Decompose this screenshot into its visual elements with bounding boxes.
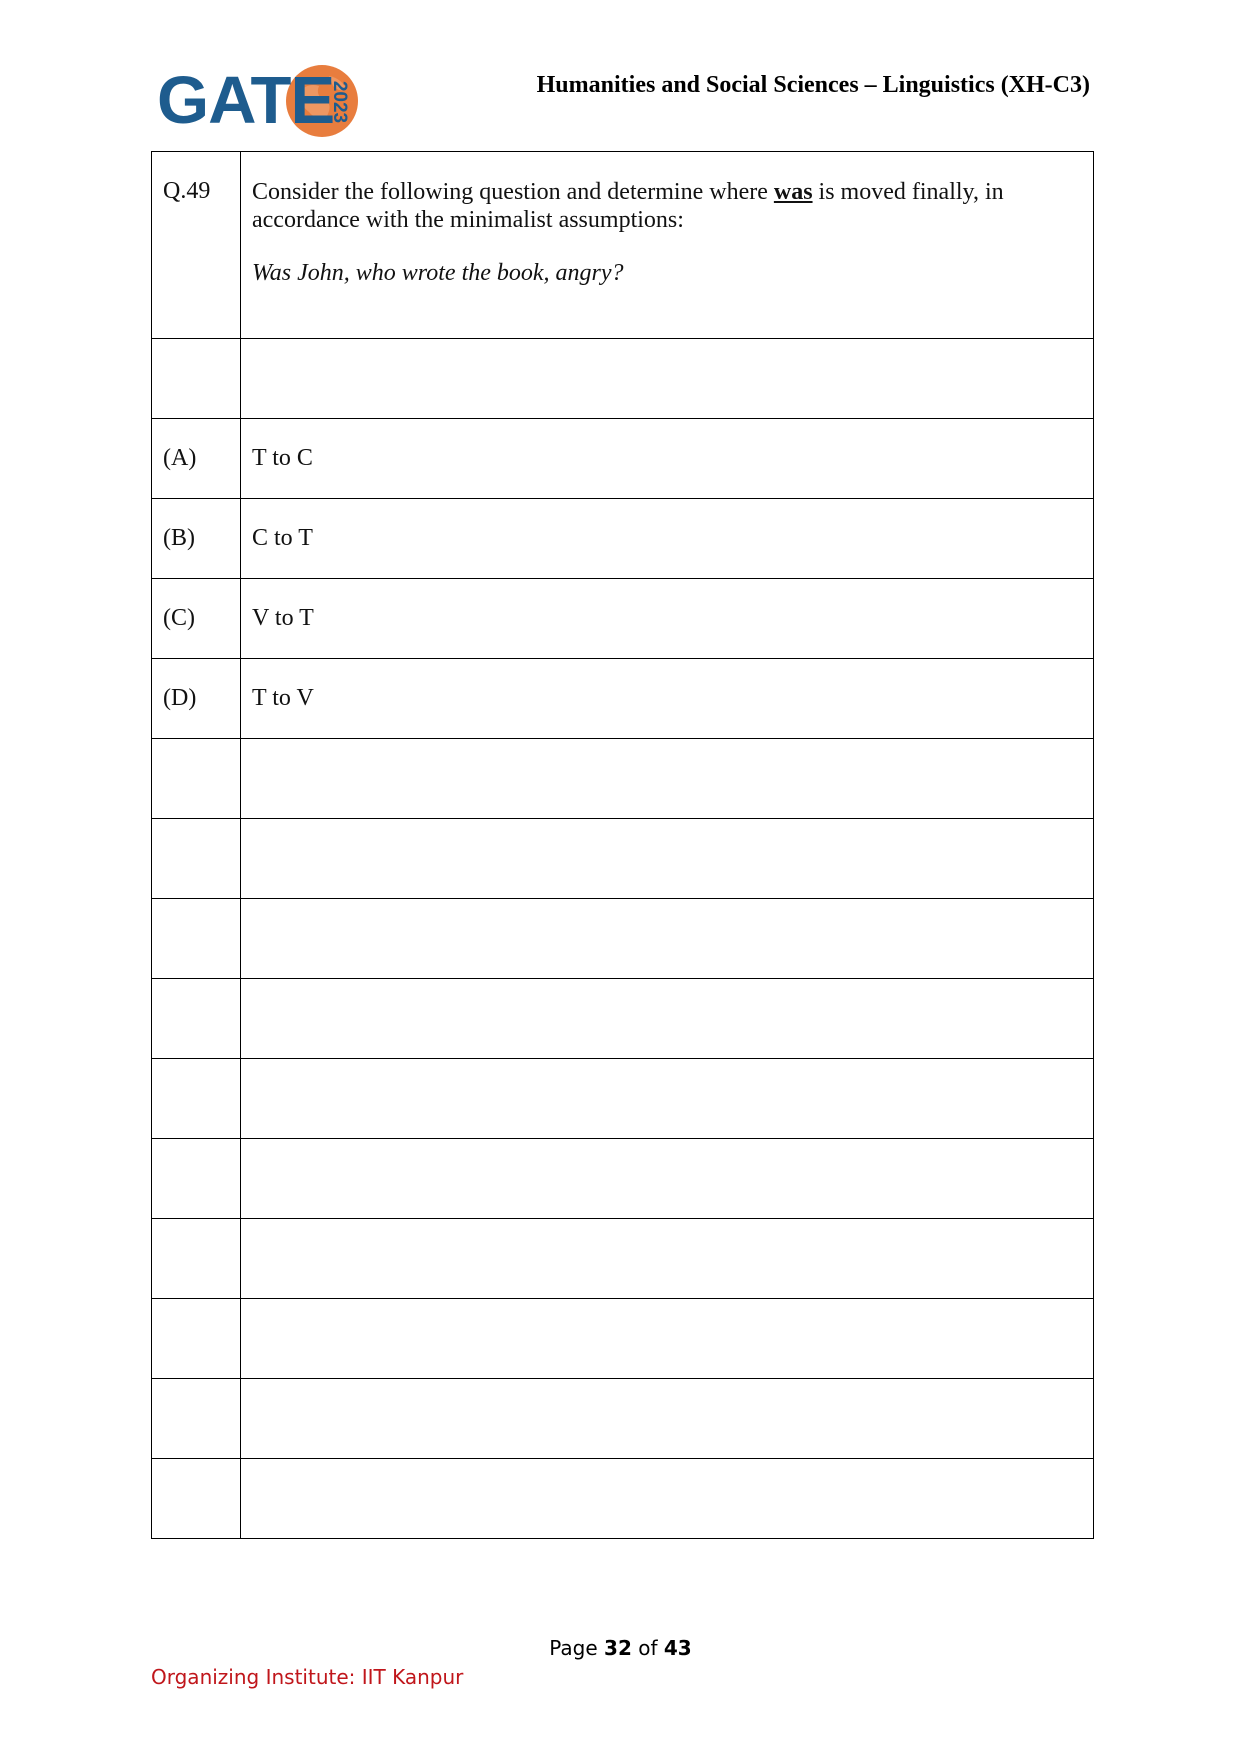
question-number: Q.49 xyxy=(152,152,241,339)
table-row xyxy=(152,1379,1094,1459)
empty-cell xyxy=(152,1059,241,1139)
table-row xyxy=(152,1059,1094,1139)
table-row xyxy=(152,339,1094,419)
table-row xyxy=(152,979,1094,1059)
option-row-b xyxy=(152,499,1094,579)
option-text: C to T xyxy=(241,499,1094,579)
question-row xyxy=(152,152,1094,339)
exam-title: Humanities and Social Sciences – Linguistics (XH-C3) xyxy=(536,72,1090,98)
empty-cell xyxy=(152,1379,241,1459)
empty-cell xyxy=(241,1219,1094,1299)
gate-logo xyxy=(157,62,357,140)
option-text: T to V xyxy=(241,659,1094,739)
option-label: (B) xyxy=(152,499,241,579)
empty-cell xyxy=(241,899,1094,979)
option-label: (A) xyxy=(152,419,241,499)
page-current: 32 xyxy=(604,1636,632,1660)
empty-cell xyxy=(152,819,241,899)
page-total: 43 xyxy=(663,1636,692,1660)
table-row xyxy=(152,819,1094,899)
option-text: V to T xyxy=(241,579,1094,659)
page-prefix: Page xyxy=(549,1636,598,1660)
question-emphasis: was xyxy=(773,179,813,205)
empty-cell xyxy=(241,1379,1094,1459)
option-row-a xyxy=(152,419,1094,499)
empty-cell xyxy=(241,1459,1094,1539)
option-label: (D) xyxy=(152,659,241,739)
empty-cell xyxy=(241,979,1094,1059)
organizing-institute: Organizing Institute: IIT Kanpur xyxy=(151,1665,464,1689)
table-row xyxy=(152,1299,1094,1379)
empty-cell xyxy=(152,739,241,819)
empty-cell xyxy=(241,819,1094,899)
empty-cell xyxy=(152,1459,241,1539)
logo-text: GATE xyxy=(157,63,335,138)
svg-text:2023: 2023 xyxy=(328,80,350,124)
page-of: of xyxy=(638,1636,658,1660)
empty-cell xyxy=(152,1299,241,1379)
empty-cell xyxy=(152,1219,241,1299)
empty-cell xyxy=(152,899,241,979)
question-cell xyxy=(241,152,1094,339)
question-table xyxy=(151,151,1094,1539)
table-row xyxy=(152,1219,1094,1299)
table-row xyxy=(152,1139,1094,1219)
question-example: Was John, who wrote the book, angry? xyxy=(252,260,624,286)
table-row xyxy=(152,1459,1094,1539)
logo-year xyxy=(323,72,355,132)
option-text: T to C xyxy=(241,419,1094,499)
question-text xyxy=(252,178,1082,234)
option-row-d xyxy=(152,659,1094,739)
empty-cell xyxy=(241,1059,1094,1139)
empty-cell xyxy=(152,979,241,1059)
empty-cell xyxy=(241,339,1094,419)
empty-cell xyxy=(241,739,1094,819)
empty-cell xyxy=(152,339,241,419)
question-text-after: is moved finally, in accordance with the minimalist assumptions: xyxy=(252,179,1004,233)
empty-cell xyxy=(241,1299,1094,1379)
option-row-c xyxy=(152,579,1094,659)
empty-cell xyxy=(152,1139,241,1219)
page-number xyxy=(0,1636,1241,1660)
table-row xyxy=(152,739,1094,819)
table-row xyxy=(152,899,1094,979)
option-label: (C) xyxy=(152,579,241,659)
question-text-before: Consider the following question and determine where xyxy=(252,179,774,205)
empty-cell xyxy=(241,1139,1094,1219)
